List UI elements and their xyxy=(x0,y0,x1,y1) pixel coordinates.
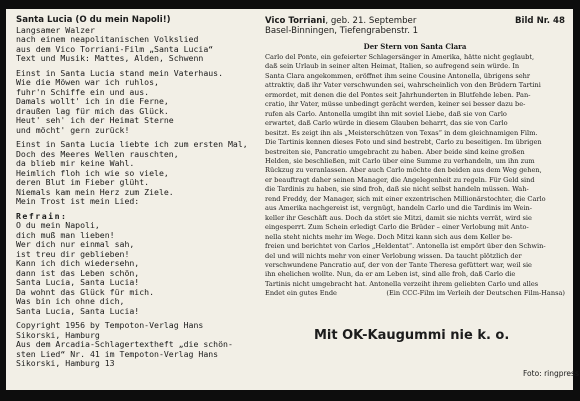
film-synopsis xyxy=(265,53,565,299)
text-line: er beauftragt daher seinen Manager, die Angelegenheit zu regeln. Für Geld sind xyxy=(265,175,535,184)
artist-birth: , geb. 21. September xyxy=(325,16,417,26)
text-line: Aus dem Arcadia-Schlagertextheft „die schön- xyxy=(16,339,233,349)
text-line: freien und berichtet von Carlos „Heldentat“. Antonella ist empört über den Schwin- xyxy=(265,242,546,251)
text-line: Santa Clara angekommen, eröffnet ihm seine Cousine Antonella, übrigens sehr xyxy=(265,71,531,80)
text-line: aus dem Vico Torriani-Film „Santa Lucia“ xyxy=(16,43,214,54)
text-line: Einst in Santa Lucia liebte ich zum ersten Mal, xyxy=(16,139,248,149)
artist-address: Basel-Binningen, Tiefengrabenstr. 1 xyxy=(265,26,419,36)
song-tempo: Langsamer Walzer xyxy=(16,24,95,35)
text-line: Copyright 1956 by Tempoton-Verlag Hans xyxy=(16,320,204,330)
film-distributor-credit: (Ein CCC-Film im Verleih der Deutschen Film-Hansa) xyxy=(386,289,565,298)
text-line: besitzt. Es zeigt ihn als „Meisterschützen von Texas“ in dem gleichnamigen Film. xyxy=(265,128,538,137)
text-line: daß sein Urlaub in seiner alten Heimat, Italien, so aufregend sein würde. In xyxy=(265,62,520,71)
text-line: rend Freddy, der Manager, sich mit einer exzentrischen Millionärstochter, die Carlo xyxy=(265,194,546,203)
text-line: sten Lied“ Nr. 41 im Tempoton-Verlag Hans xyxy=(16,348,219,359)
text-line: dich muß man lieben! xyxy=(16,229,115,240)
text-line: und möcht' gern zurück! xyxy=(16,124,130,135)
text-line: ist treu dir geblieben! xyxy=(16,248,130,259)
text-line: rufen als Carlo. Antonella umgibt ihn mit soviel Liebe, daß sie von Carlo xyxy=(265,109,507,118)
text-line: cratio, ihr Vater, müsse unbedingt gerächt werden, keiner sei besser dazu be- xyxy=(265,100,526,109)
film-title: Der Stern von Santa Clara xyxy=(363,42,467,51)
text-line: Text und Musik: Mattes, Alden, Schwenn xyxy=(16,53,204,63)
text-line: Die Tartinis kennen dieses Foto und sind bestrebt, Carlo zu beseitigen. Im übrigen xyxy=(265,138,542,147)
verse-1 xyxy=(16,69,266,136)
text-line: Sikorski, Hamburg 13 xyxy=(16,358,115,368)
text-line: verschwundene Pancratio auf, der von der Tante Theresa gefüttert war, weil sie xyxy=(265,260,532,269)
card-number: Bild Nr. 48 xyxy=(514,16,565,26)
text-line: Da wohnt das Glück für mich. xyxy=(16,286,155,297)
text-line: del und will nichts mehr von einer Verlobung wissen. Da taucht plötzlich der xyxy=(265,251,522,260)
text-line: nach einem neapolitanischen Volkslied xyxy=(16,34,199,44)
refrain-label: Refrain: xyxy=(16,210,68,221)
text-line: eingesperrt. Zum Schein erledigt Carlo die Brüder – einer Verlobung mit Anto- xyxy=(265,223,529,232)
artist-header xyxy=(265,16,565,26)
text-line: fuhr'n Schiffe ein und aus. xyxy=(16,86,150,97)
text-line: O du mein Napoli, xyxy=(16,220,100,230)
film-info-column xyxy=(265,16,565,299)
text-line: Santa Lucia, Santa Lucia! xyxy=(16,277,140,287)
text-line: bestreiten sie, Pancratio umgebracht zu haben. Aber beide sind keine großen xyxy=(265,147,525,156)
text-line: Sikorski, Hamburg xyxy=(16,329,100,340)
chewing-gum-advert: Mit OK-Kaugummi nie k. o. xyxy=(314,328,510,343)
text-line: aus Amerika nachgereist ist, vergnügt, handeln Carlo und die Tardinis im Wein- xyxy=(265,204,533,213)
synopsis-ending: Endet ein gutes Ende xyxy=(265,289,337,298)
song-title: Santa Lucia (O du mein Napoli!) xyxy=(16,15,171,25)
text-line: erwartet, daß Carlo würde in diesem Glauben beharrt, das sie von Carlo xyxy=(265,119,508,128)
text-line: ihn ehelichen wollte. Nun, da er am Leben ist, sind alle froh, daß Carlo die xyxy=(265,270,516,279)
text-line: Kann ich dich wiedersehn, xyxy=(16,258,140,268)
text-line: attraktiv, daß ihr Vater verschwunden sei, wahrscheinlich von den Brüdern Tartini xyxy=(265,81,541,90)
text-line: keller ihr Geschäft aus. Doch da stört sie Mitzi, damit sie nichts verrät, wird sie xyxy=(265,213,532,222)
text-line: draußen lag für mich das Glück. xyxy=(16,105,169,116)
verse-2 xyxy=(16,140,266,207)
synopsis-body xyxy=(265,53,565,289)
photo-credit: Foto: ringpress xyxy=(523,369,579,378)
text-line: Wie die Möwen war ich ruhlos, xyxy=(16,77,159,87)
text-line: Heut' seh' ich der Heimat Sterne xyxy=(16,115,174,125)
artist-name: Vico Torriani xyxy=(265,16,326,26)
text-line: Wer dich nur einmal sah, xyxy=(16,239,135,249)
text-line: deren Blut im Fieber glüht. xyxy=(16,177,150,187)
autograph-card-back xyxy=(6,9,579,390)
text-line: Niemals kam mein Herz zum Ziele. xyxy=(16,186,174,197)
text-line: Carlo del Ponte, ein gefeierter Schlagersänger in Amerika, hätte nicht geglaubt, xyxy=(265,53,535,61)
refrain xyxy=(16,221,266,316)
text-line: dann ist das Leben schön, xyxy=(16,267,140,278)
song-lyrics-column xyxy=(16,16,266,369)
text-line: Helden, sie beschließen, mit Carlo über eine Summe zu verhandeln, um ihn zum xyxy=(265,156,535,165)
text-line: Doch des Meeres Wellen rauschten, xyxy=(16,148,179,159)
copyright-notice xyxy=(16,321,266,369)
text-line: Mein Trost ist mein Lied: xyxy=(16,196,140,206)
text-line: die Tardinis zu haben, sie sind froh, daß sie nicht selbst handeln müssen. Wah- xyxy=(265,185,529,194)
song-origin xyxy=(16,35,266,64)
text-line: ermordet, mit denen die del Pontes seit Jahrhunderten in Blutfehde leben. Pan- xyxy=(265,90,531,99)
text-line: da blieb mir keine Wahl. xyxy=(16,158,135,168)
text-line: Damals wollt' ich in die Ferne, xyxy=(16,96,169,106)
text-line: Santa Lucia, Santa Lucia! xyxy=(16,305,140,316)
text-line: Einst in Santa Lucia stand mein Vaterhaus. xyxy=(16,67,224,78)
synopsis-last-line xyxy=(265,289,565,298)
text-line: Tartinis nicht umgebracht hat. Antonella verzeiht ihrem geliebten Carlo und alles xyxy=(265,279,539,288)
text-line: Heimlich floh ich wie so viele, xyxy=(16,167,169,178)
text-line: Rückzug zu veranlassen. Aber auch Carlo möchte den beiden aus dem Weg gehen, xyxy=(265,166,542,175)
text-line: nella steht nichts mehr im Wege. Doch Mitzi kann sich aus dem Keller be- xyxy=(265,232,513,241)
text-line: Was bin ich ohne dich, xyxy=(16,296,125,306)
